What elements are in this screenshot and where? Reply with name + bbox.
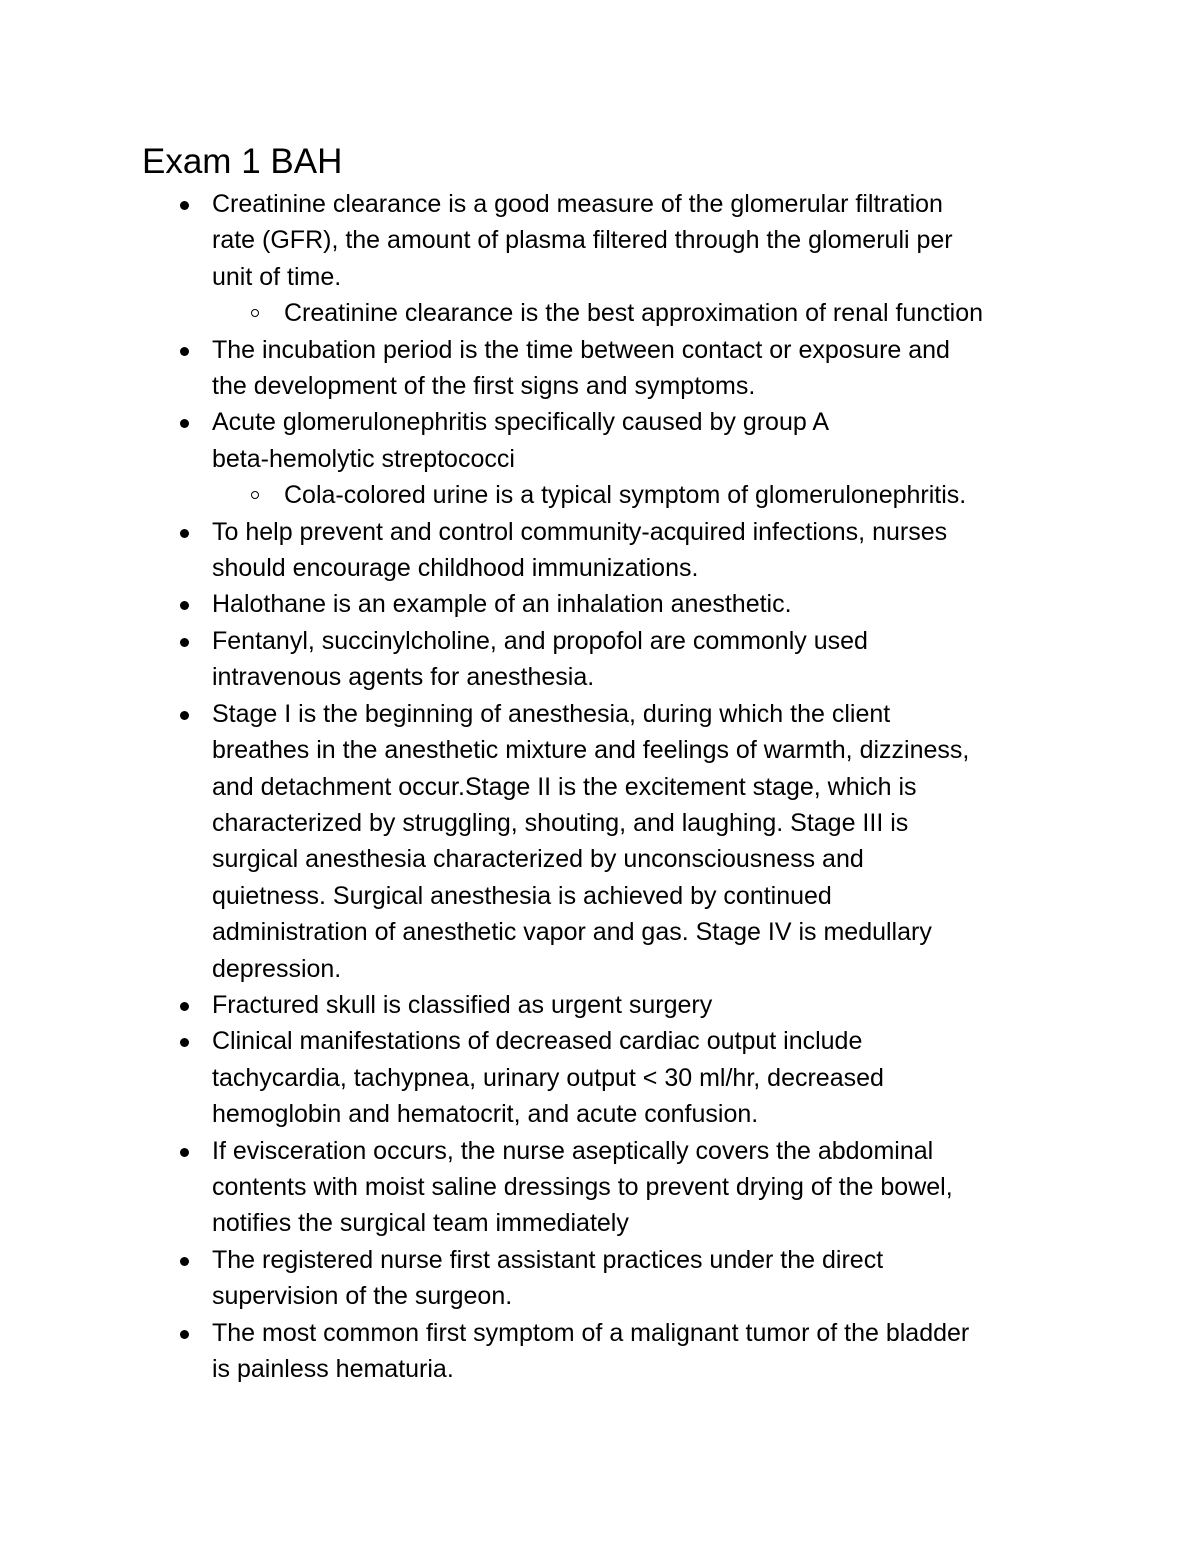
list-item-text-line: and detachment occur.Stage II is the excitement stage, which is [212,772,917,801]
sub-list-item-text: Cola-colored urine is a typical symptom of glomerulonephritis. [284,481,967,510]
list-item-text-line: If evisceration occurs, the nurse aseptically covers the abdominal [212,1136,934,1165]
sub-list-item [0,477,1200,513]
list-item-text-line: Stage I is the beginning of anesthesia, during which the client [212,699,891,728]
list-item-text-line: intravenous agents for anesthesia. [212,663,595,692]
bullet-icon [180,1257,189,1266]
list-item-text-line: beta-hemolytic streptococci [212,444,515,473]
list-item-text-line: Fractured skull is classified as urgent surgery [212,990,713,1019]
sub-list-item [0,295,1200,331]
list-item [0,623,1062,696]
list-item-text-line: The incubation period is the time between contact or exposure and [212,335,950,364]
sub-list-item-text: Creatinine clearance is the best approximation of renal function [284,299,984,328]
list-item-text-line: is painless hematuria. [212,1355,454,1383]
bullet-icon [180,529,189,538]
bullet-icon [180,638,189,647]
list-item-text-line: To help prevent and control community-acquired infections, nurses [212,517,948,546]
list-item [0,586,1062,622]
list-item [0,696,1062,987]
list-item-text-line: administration of anesthetic vapor and gas. Stage IV is medullary [212,918,932,947]
list-item-text-line: the development of the first signs and symptoms. [212,372,756,401]
list-item [0,1133,1062,1242]
notes-list [0,186,1200,1387]
list-item-text-line: The registered nurse first assistant practices under the direct [212,1245,884,1274]
list-item-text-line: characterized by struggling, shouting, and laughing. Stage III is [212,808,909,837]
list-item-text-line: hemoglobin and hematocrit, and acute confusion. [212,1100,759,1129]
hollow-bullet-icon [251,491,259,499]
bullet-icon [180,1148,189,1157]
bullet-icon [180,419,189,428]
list-item-text-line: unit of time. [212,262,342,291]
document-title: Exam 1 BAH [142,142,343,181]
list-item [0,404,1062,477]
list-item-text-line: should encourage childhood immunizations. [212,554,699,583]
list-item [0,514,1062,587]
list-item [0,1242,1062,1315]
list-item [0,332,1062,405]
list-item-text-line: depression. [212,954,342,983]
list-item-text-line: Creatinine clearance is a good measure of the glomerular filtration [212,190,943,218]
bullet-icon [180,1002,189,1011]
list-item [0,987,1062,1023]
bullet-icon [180,711,189,720]
bullet-icon [180,1330,189,1339]
list-item [0,1315,1062,1388]
list-item-text-line: The most common first symptom of a malignant tumor of the bladder [212,1318,970,1347]
list-item-text-line: notifies the surgical team immediately [212,1209,629,1238]
list-item-text-line: rate (GFR), the amount of plasma filtered through the glomeruli per [212,226,953,255]
hollow-bullet-icon [251,309,259,317]
list-item [0,186,1062,295]
bullet-icon [180,201,189,210]
list-item-text-line: Acute glomerulonephritis specifically caused by group A [212,408,830,437]
list-item-text-line: tachycardia, tachypnea, urinary output < 30 ml/hr, decreased [212,1063,884,1092]
list-item-text-line: Halothane is an example of an inhalation anesthetic. [212,590,792,619]
list-item-text-line: surgical anesthesia characterized by unconsciousness and [212,845,864,874]
list-item-text-line: supervision of the surgeon. [212,1282,513,1311]
list-item-text-line: contents with moist saline dressings to prevent drying of the bowel, [212,1172,953,1201]
bullet-icon [180,347,189,356]
bullet-icon [180,601,189,610]
list-item-text-line: Clinical manifestations of decreased cardiac output include [212,1027,863,1056]
list-item-text-line: breathes in the anesthetic mixture and feelings of warmth, dizziness, [212,736,970,765]
list-item-text-line: Fentanyl, succinylcholine, and propofol are commonly used [212,626,868,655]
bullet-icon [180,1038,189,1047]
list-item [0,1023,1062,1132]
list-item-text-line: quietness. Surgical anesthesia is achieved by continued [212,881,832,910]
